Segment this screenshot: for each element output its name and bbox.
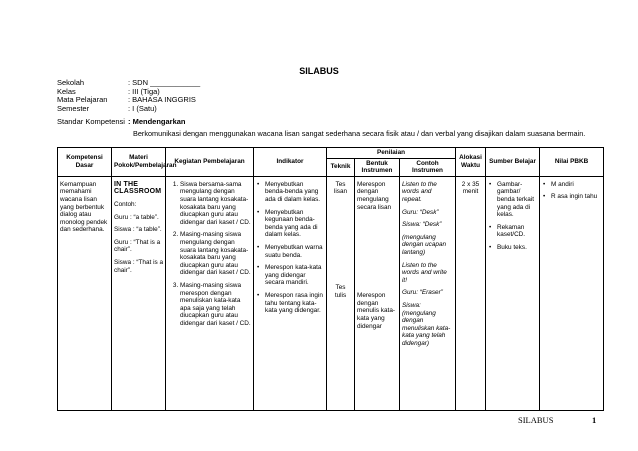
indikator-list bbox=[256, 181, 324, 315]
cell-contoh bbox=[400, 176, 456, 410]
contoh-item: Guru: “Eraser” bbox=[402, 289, 443, 297]
list-item: • Menyebutkan kegunaan benda-benda yang ada di dalam kelas. bbox=[265, 209, 324, 239]
materi-item: Guru : “That is a chair”. bbox=[114, 238, 161, 254]
document-title: SILABUS bbox=[299, 66, 339, 76]
col-nilai: Nilai PBKB bbox=[540, 148, 604, 177]
info-label: Mata Pelajaran bbox=[57, 95, 108, 105]
col-sumber: Sumber Belajar bbox=[486, 148, 540, 177]
contoh-item: Listen to the words and write it! bbox=[402, 261, 447, 284]
materi-title: IN THE CLASSROOM bbox=[114, 180, 162, 196]
teknik-tulis: Tes tulis bbox=[334, 283, 347, 299]
footer-label: SILABUS bbox=[518, 415, 554, 425]
list-item: • Rekaman kaset/CD. bbox=[497, 224, 537, 239]
info-label: Sekolah bbox=[57, 78, 85, 87]
col-bentuk: Bentuk Instrumen bbox=[355, 158, 400, 176]
info-value: : III (Tiga) bbox=[128, 86, 160, 96]
cell-teknik bbox=[327, 176, 355, 410]
materi-item: Siswa : “That is a chair”. bbox=[114, 258, 164, 274]
list-item: 2. Masing-masing siswa mengulang dengan suara lantang kosakata-kosakata baru yang diucapkan guru atau didengar dari kaset / CD. bbox=[180, 231, 251, 277]
contoh-item: Siswa: “Desk” bbox=[402, 221, 442, 229]
col-contoh: Contoh Instrumen bbox=[400, 158, 456, 176]
alokasi-text: 2 x 35 menit bbox=[461, 180, 480, 196]
info-value: : BAHASA INGGRIS bbox=[128, 95, 196, 105]
contoh-item: Siswa: (mengulang dengan menuliskan kata-kata yang telah didengar) bbox=[402, 301, 451, 347]
contoh-item: (mengulang dengan ucapan lantang) bbox=[402, 233, 447, 256]
col-kompetensi: Kompetensi Dasar bbox=[58, 148, 112, 177]
teknik-lisan: Tes lisan bbox=[333, 180, 348, 196]
table-row bbox=[58, 176, 604, 410]
nilai-list bbox=[542, 181, 601, 201]
materi-item: Siswa : “a table”. bbox=[114, 226, 162, 234]
list-item: • Merespon kata-kata yang didengar secara mandiri. bbox=[265, 264, 324, 287]
standar-value: : Mendengarkan bbox=[128, 117, 186, 126]
col-alokasi: Alokasi Waktu bbox=[456, 148, 486, 177]
cell-kompetensi bbox=[58, 176, 112, 410]
cell-materi bbox=[112, 176, 166, 410]
list-item: • R asa ingin tahu bbox=[551, 193, 601, 201]
list-item: • Gambar-gambar/ benda terkait yang ada di kelas. bbox=[497, 181, 537, 219]
standar-description: Berkomunikasi dengan menggunakan wacana lisan sangat sederhana secara fisik atau / dan verbal yang disajikan dalam suasana bermain. bbox=[133, 129, 586, 138]
col-penilaian: Penilaian bbox=[327, 148, 456, 159]
header-row bbox=[58, 148, 604, 159]
cell-nilai bbox=[540, 176, 604, 410]
cell-bentuk bbox=[355, 176, 400, 410]
info-value: : I (Satu) bbox=[128, 103, 157, 113]
col-teknik: Teknik bbox=[327, 158, 355, 176]
identity-block bbox=[57, 79, 200, 113]
info-label: Kelas bbox=[57, 86, 76, 96]
materi-item: Guru : “a table”. bbox=[114, 213, 159, 221]
contoh-item: Guru: “Desk” bbox=[402, 208, 439, 216]
info-value: : SDN ____________ bbox=[128, 78, 201, 87]
bentuk-tulis: Merespon dengan menulis kata-kata yang didengar bbox=[357, 292, 396, 330]
standar-label: Standar Kompetensi bbox=[57, 117, 125, 126]
col-kegiatan: Kegiatan Pembelajaran bbox=[166, 148, 254, 177]
list-item: • Merespon rasa ingin tahu tentang kata-kata yang didengar. bbox=[265, 292, 324, 315]
cell-indikator bbox=[254, 176, 327, 410]
page-number: 1 bbox=[592, 415, 597, 425]
cell-alokasi bbox=[456, 176, 486, 410]
col-indikator: Indikator bbox=[254, 148, 327, 177]
cell-sumber bbox=[486, 176, 540, 410]
materi-item: Contoh: bbox=[114, 200, 137, 208]
info-row-semester bbox=[57, 105, 200, 114]
bentuk-lisan: Merespon dengan mengulang secara lisan bbox=[357, 180, 392, 211]
list-item: 3. Masing-masing siswa merespon dengan menuliskan kata-kata apa saja yang telah diucapkan guru atau didengar dari kaset / CD. bbox=[180, 282, 251, 328]
standar-kompetensi bbox=[57, 117, 186, 126]
info-label: Semester bbox=[57, 103, 90, 113]
list-item: • Menyebutkan benda-benda yang ada di dalam kelas. bbox=[265, 181, 324, 204]
contoh-item: Listen to the words and repeat. bbox=[402, 180, 437, 203]
cell-kegiatan bbox=[166, 176, 254, 410]
col-materi: Materi Pokok/Pembelajaran bbox=[112, 148, 166, 177]
sumber-list bbox=[488, 181, 537, 252]
list-item: • Menyebutkan warna suatu benda. bbox=[265, 244, 324, 259]
list-item: • M andiri bbox=[551, 181, 601, 189]
kompetensi-text: Kemampuan memahami wacana lisan yang berbentuk dialog atau monolog pendek dan sederhana. bbox=[60, 180, 108, 234]
kegiatan-list bbox=[168, 181, 251, 328]
syllabus-table bbox=[57, 147, 604, 411]
list-item: 1. Siswa bersama-sama mengulang dengan suara lantang kosakata-kosakata baru yang diucapkan guru atau didengar dari kaset / CD. bbox=[180, 181, 251, 227]
list-item: • Buku teks. bbox=[497, 244, 537, 252]
